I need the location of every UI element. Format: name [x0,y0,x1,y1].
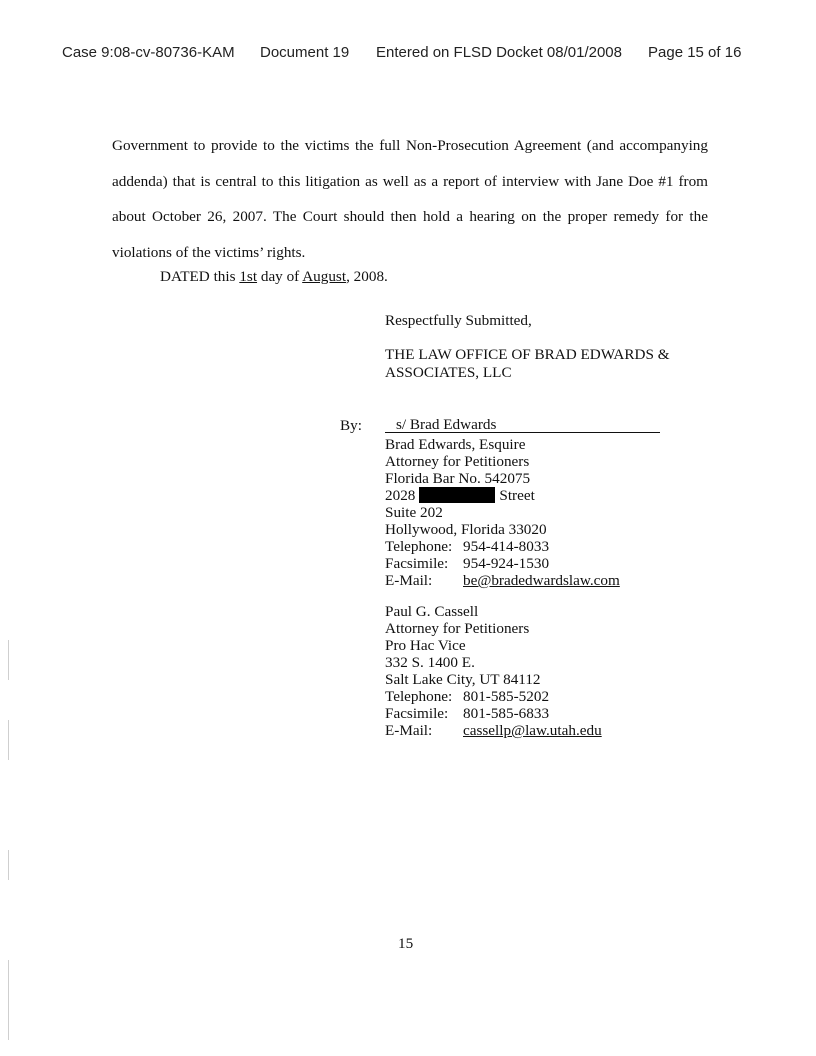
document-number: Document 19 [260,44,350,61]
dated-prefix: DATED this [160,268,240,285]
firm-name-line2: ASSOCIATES, LLC [385,364,512,381]
attorney2-email [385,722,602,739]
attorney1-suite: Suite 202 [385,504,443,521]
attorney1-facsimile [385,555,549,572]
attorney2-city: Salt Lake City, UT 84112 [385,671,541,688]
attorney1-bar: Florida Bar No. 542075 [385,470,531,487]
street-suffix: Street [499,487,535,504]
telephone-label: Telephone: [385,688,453,705]
closing: Respectfully Submitted, [385,312,532,329]
attorney1-telephone [385,538,549,555]
telephone-label: Telephone: [385,538,453,555]
attorney1-name: Brad Edwards, Esquire [385,436,526,453]
attorney2-pro-hac: Pro Hac Vice [385,637,466,654]
facsimile-label: Facsimile: [385,555,449,572]
attorney2-telephone [385,688,549,705]
attorney1-email [385,572,620,589]
attorney1-role: Attorney for Petitioners [385,453,530,470]
attorney2-role: Attorney for Petitioners [385,620,530,637]
telephone-value: 801-585-5202 [463,688,550,705]
case-number: Case 9:08-cv-80736-KAM [62,44,235,61]
firm-name-line1: THE LAW OFFICE OF BRAD EDWARDS & [385,346,670,363]
dated-line [160,268,388,286]
email-label: E-Mail: [385,572,433,589]
scan-edge-mark [8,850,9,880]
facsimile-label: Facsimile: [385,705,449,722]
signature-line [385,432,660,433]
by-label: By: [340,417,362,434]
attorney1-city: Hollywood, Florida 33020 [385,521,547,538]
dated-day: 1st [239,268,258,285]
page-count: Page 15 of 16 [648,44,742,61]
docket-header [0,44,816,64]
attorney2-street: 332 S. 1400 E. [385,654,475,671]
scan-edge-mark [8,960,9,1040]
attorney1-street [385,487,535,504]
attorney2-facsimile [385,705,549,722]
email-label: E-Mail: [385,722,433,739]
street-number: 2028 [385,487,416,504]
email-link[interactable]: be@bradedwardslaw.com [463,572,620,589]
dated-suffix: , 2008. [346,268,388,285]
email-link[interactable]: cassellp@law.utah.edu [463,722,602,739]
facsimile-value: 801-585-6833 [463,705,550,722]
body-paragraph: Government to provide to the victims the full Non-Prosecution Agreement (and accompanying addenda) that is central to this litigation as well as a report of interview with Jane Doe #1 from about October 26, 2007. The Court should then hold a hearing on the proper remedy for the violations of the victims’ rights. [112,137,708,261]
dated-mid: day of [257,268,303,285]
dated-month: August [302,268,347,285]
scan-edge-mark [8,640,9,680]
page-number: 15 [398,935,414,952]
redaction-block [419,487,495,503]
facsimile-value: 954-924-1530 [463,555,550,572]
telephone-value: 954-414-8033 [463,538,550,555]
docket-entry: Entered on FLSD Docket 08/01/2008 [376,44,622,61]
attorney2-name: Paul G. Cassell [385,603,479,620]
scan-edge-mark [8,720,9,760]
signature-text: s/ Brad Edwards [396,416,497,433]
